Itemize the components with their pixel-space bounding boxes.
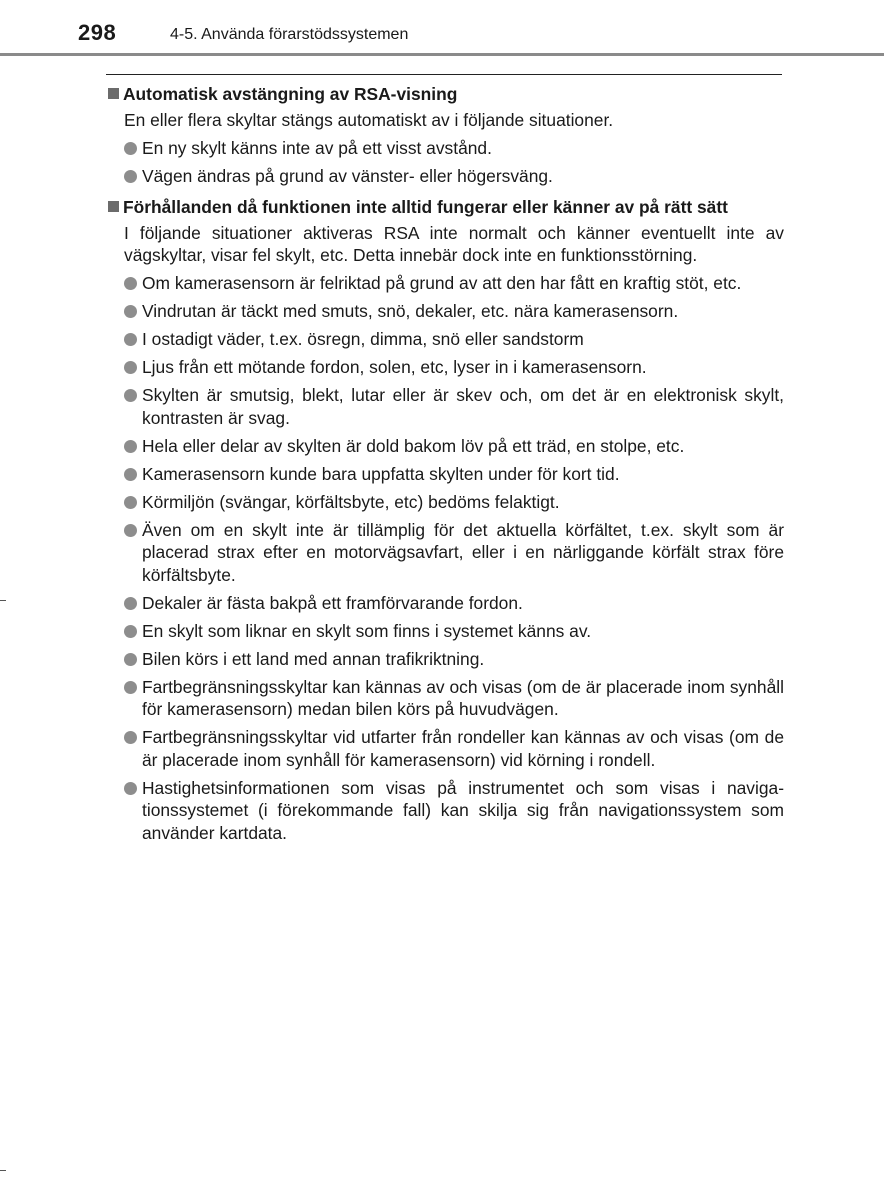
circle-bullet-icon bbox=[124, 389, 137, 402]
list-item-text: I ostadigt väder, t.ex. ösregn, dimma, snö eller sandstorm bbox=[142, 329, 584, 349]
list-item-text: En skylt som liknar en skylt som finns i systemet känns av. bbox=[142, 620, 592, 641]
list-item-text: Dekaler är fästa bakpå ett framförvarande fordon. bbox=[142, 592, 523, 613]
chapter-title: 4-5. Använda förarstödssystemen bbox=[170, 26, 409, 43]
circle-bullet-icon bbox=[124, 305, 137, 318]
circle-bullet-icon bbox=[124, 361, 137, 374]
list-item bbox=[108, 137, 784, 160]
section-intro: En eller flera skyltar stängs automatiskt av i följande situationer. bbox=[124, 110, 614, 130]
section-limitations bbox=[108, 196, 784, 845]
edge-tick-mark bbox=[0, 600, 6, 601]
list-item-text: Vägen ändras på grund av vänster- eller högersväng. bbox=[142, 166, 553, 186]
circle-bullet-icon bbox=[124, 142, 137, 155]
circle-bullet-icon bbox=[124, 597, 137, 610]
page-header bbox=[0, 0, 884, 58]
list-item-text: Körmiljön (svängar, körfältsbyte, etc) bedöms felaktigt. bbox=[142, 491, 560, 512]
section-intro: I följande situationer aktiveras RSA inte normalt och känner eventuellt inte av vägskyltar, visar fel skylt, etc. Detta innebär dock inte en funktionsstörning. bbox=[124, 222, 784, 265]
list-item-text: Hastighetsinformationen som visas på instrumentet och som visas i naviga-tionssystemet (i förekommande fall) kan skilja sig från navigationssystem som använder kartdata. bbox=[142, 777, 784, 843]
circle-bullet-icon bbox=[124, 440, 137, 453]
circle-bullet-icon bbox=[124, 731, 137, 744]
circle-bullet-icon bbox=[124, 468, 137, 481]
list-item bbox=[108, 272, 784, 295]
list-item bbox=[108, 620, 784, 643]
circle-bullet-icon bbox=[124, 681, 137, 694]
list-item bbox=[108, 165, 784, 188]
list-item bbox=[108, 463, 784, 486]
edge-tick-mark bbox=[0, 1170, 6, 1171]
circle-bullet-icon bbox=[124, 277, 137, 290]
list-item-text: Fartbegränsningsskyltar vid utfarter från rondeller kan kännas av och visas (om de är placerade inom synhåll för kamerasensorn) vid körning i rondell. bbox=[142, 727, 784, 770]
list-item-text: Vindrutan är täckt med smuts, snö, dekaler, etc. nära kamerasensorn. bbox=[142, 301, 679, 321]
list-item bbox=[108, 676, 784, 721]
list-item bbox=[108, 384, 784, 429]
list-item-text: Kamerasensorn kunde bara uppfatta skylten under för kort tid. bbox=[142, 463, 620, 484]
page-number: 298 bbox=[78, 20, 117, 45]
list-item bbox=[108, 592, 784, 615]
list-item-text: Ljus från ett mötande fordon, solen, etc, lyser in i kamerasensorn. bbox=[142, 357, 647, 377]
list-item bbox=[108, 491, 784, 514]
circle-bullet-icon bbox=[124, 496, 137, 509]
square-bullet-icon bbox=[108, 201, 119, 212]
section-heading-text: Automatisk avstängning av RSA-visning bbox=[123, 84, 458, 104]
list-item bbox=[108, 435, 784, 458]
circle-bullet-icon bbox=[124, 625, 137, 638]
header-divider bbox=[0, 53, 884, 56]
list-item bbox=[108, 648, 784, 671]
bullet-list bbox=[108, 137, 784, 188]
square-bullet-icon bbox=[108, 88, 119, 99]
list-item-text: Hela eller delar av skylten är dold bakom löv på ett träd, en stolpe, etc. bbox=[142, 435, 685, 456]
list-item-text: Bilen körs i ett land med annan trafikriktning. bbox=[142, 648, 485, 669]
list-item-text: Om kamerasensorn är felriktad på grund av att den har fått en kraftig stöt, etc. bbox=[142, 273, 742, 293]
list-item bbox=[108, 328, 784, 351]
section-heading-text: Förhållanden då funktionen inte alltid fungerar eller känner av på rätt sätt bbox=[123, 196, 728, 217]
list-item-text: Även om en skylt inte är tillämplig för det aktuella körfältet, t.ex. skylt som är placerad strax efter en motorvägsavfart, eller i en närliggande körfält strax före körfältsbyte. bbox=[142, 519, 784, 585]
list-item-text: Fartbegränsningsskyltar kan kännas av och visas (om de är placerade inom synhåll för kamerasensorn) medan bilen körs på huvudvägen. bbox=[142, 676, 784, 719]
main-content bbox=[108, 74, 784, 844]
list-item bbox=[108, 726, 784, 771]
section-heading bbox=[108, 196, 784, 218]
circle-bullet-icon bbox=[124, 333, 137, 346]
list-item-text: Skylten är smutsig, blekt, lutar eller är skev och, om det är en elektronisk skylt, kontrasten är svag. bbox=[142, 385, 784, 428]
circle-bullet-icon bbox=[124, 170, 137, 183]
list-item bbox=[108, 777, 784, 845]
bullet-list bbox=[108, 272, 784, 844]
section-auto-shutoff bbox=[108, 83, 784, 188]
circle-bullet-icon bbox=[124, 653, 137, 666]
list-item bbox=[108, 356, 784, 379]
circle-bullet-icon bbox=[124, 782, 137, 795]
list-item bbox=[108, 519, 784, 587]
circle-bullet-icon bbox=[124, 524, 137, 537]
list-item bbox=[108, 300, 784, 323]
section-heading bbox=[108, 83, 784, 105]
list-item-text: En ny skylt känns inte av på ett visst avstånd. bbox=[142, 138, 492, 158]
